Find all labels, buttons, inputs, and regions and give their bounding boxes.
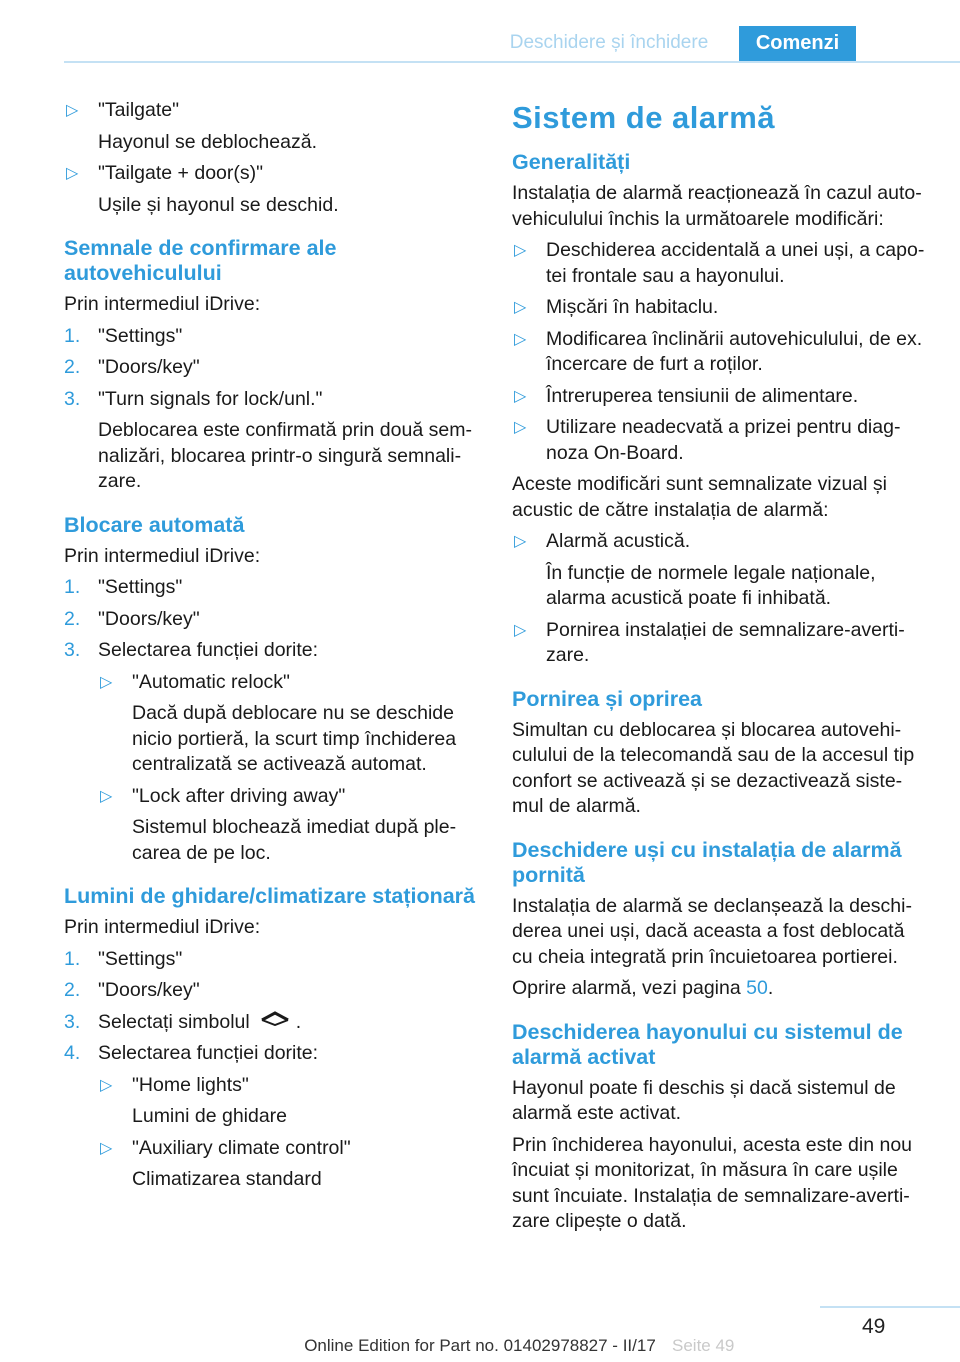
page-title: Sistem de alarmă [512, 100, 776, 135]
paragraph: Prin intermediul iDrive: [64, 916, 261, 938]
page-number: 49 [862, 1315, 886, 1338]
list-item: ▷ Alarmă acustică. [512, 529, 930, 555]
step-number: 2. [64, 979, 81, 1001]
list-item: ▷ "Automatic relock" [98, 670, 482, 696]
header-rule [64, 61, 960, 63]
step-number: 2. [64, 607, 81, 630]
left-column [64, 98, 482, 1199]
step-number: 3. [64, 1010, 81, 1033]
list-item: ▷ "Home lights" [98, 1073, 482, 1099]
item-description: Ușile și hayonul se deschid. [98, 193, 339, 216]
bullet-icon: ▷ [514, 621, 527, 639]
paragraph: Prin intermediul iDrive: [64, 544, 261, 567]
bullet-icon: ▷ [100, 1076, 113, 1094]
section-heading: Pornirea și oprirea [512, 686, 702, 711]
list-item: ▷ Utilizare neadecvată a prizei pentru diag‐noza On-Board. [514, 416, 901, 464]
paragraph: Oprire alarmă, vezi pagina 50. [512, 977, 774, 999]
list-item: 2. "Doors/key" [64, 355, 482, 381]
list-item: 4. Selectarea funcției dorite: [64, 1041, 482, 1067]
item-description: Deblocarea este confirmată prin două sem‐nalizări, blocarea printr‐o singură semnali‐zare. [98, 419, 472, 492]
bullet-icon: ▷ [514, 242, 527, 259]
list-item: ▷ Modificarea înclinării autovehiculului, de ex. încercare de furt a roților. [514, 327, 923, 375]
bullet-icon: ▷ [100, 1139, 113, 1157]
bullet-icon: ▷ [514, 330, 527, 348]
list-item: ▷ "Tailgate" [64, 98, 482, 124]
list-item: 1. "Settings" [64, 947, 482, 973]
item-description: Climatizarea standard [132, 1168, 322, 1190]
paragraph: Instalația de alarmă reacționează în cazul auto‐vehiculului închis la următoarele modificări: [512, 182, 922, 230]
item-description: Sistemul blochează imediat după ple‐carea de pe loc. [132, 816, 457, 864]
section-heading: Deschiderea hayonului cu sistemul de alarmă activat [512, 1019, 903, 1069]
step-number: 3. [64, 639, 81, 661]
bullet-icon: ▷ [66, 102, 79, 119]
list-item: 3. Selectarea funcției dorite: [64, 638, 482, 664]
step-number: 1. [64, 324, 81, 347]
list-item: 1. "Settings" [64, 575, 482, 601]
step-number: 1. [64, 947, 81, 970]
list-item: 3. "Turn signals for lock/unl." [64, 387, 482, 413]
footer-rule [820, 1306, 960, 1308]
step-number: 4. [64, 1042, 81, 1064]
section-heading: Blocare automată [64, 512, 245, 537]
list-item: 1. "Settings" [64, 324, 482, 350]
bullet-icon: ▷ [100, 673, 113, 691]
bullet-icon: ▷ [514, 387, 527, 405]
paragraph: Hayonul poate fi deschis și dacă sistemul de alarmă este activat. [512, 1076, 896, 1124]
paragraph: Prin intermediul iDrive: [64, 293, 261, 315]
bullet-icon: ▷ [100, 787, 113, 805]
list-item: 2. "Doors/key" [64, 978, 482, 1004]
item-description: În funcție de normele legale naționale, alarma acustică poate fi inhibată. [546, 561, 876, 609]
section-heading: Semnale de confirmare ale autovehiculului [64, 236, 337, 285]
item-description: Lumini de ghidare [132, 1105, 288, 1127]
chevron-symbol-icon [260, 1008, 290, 1034]
running-header-tab: Comenzi [739, 26, 856, 62]
list-item: ▷ "Tailgate + door(s)" [64, 161, 482, 187]
list-item: ▷ Pornirea instalației de semnalizare-averti‐zare. [514, 618, 905, 666]
section-heading: Deschidere uși cu instalația de alarmă pornită [512, 837, 902, 887]
paragraph: Simultan cu deblocarea și blocarea autovehi‐culului de la telecomandă sau de la accesul tip confort se activează și se dezactivează siste‐mul de alarmă. [512, 718, 915, 817]
right-column [512, 100, 930, 1241]
paragraph: Instalația de alarmă se declanșează la deschi‐derea unei uși, dacă aceasta a fost deblocată cu cheia integrată prin încuietoarea portierei. [512, 894, 912, 968]
list-item: 2. "Doors/key" [64, 607, 482, 633]
list-item: ▷ Întreruperea tensiunii de alimentare. [512, 384, 930, 410]
list-item: ▷ Deschiderea accidentală a unei uși, a capo‐tei frontale sau a hayonului. [514, 239, 925, 287]
list-item: ▷ "Lock after driving away" [98, 784, 482, 810]
footer-text: Online Edition for Part no. 01402978827 - II/17 Seite 49 [304, 1336, 735, 1355]
paragraph: Prin închiderea hayonului, acesta este din nou încuiat și monitorizat, în măsura în care ușile sunt încuiate. Instalația de semnalizare-averti‐zare clipește o dată. [512, 1133, 913, 1232]
step-number: 1. [64, 576, 81, 598]
running-header-section: Deschidere și închidere [509, 32, 709, 53]
step-number: 2. [64, 356, 81, 378]
step-number: 3. [64, 387, 81, 410]
list-item: ▷ "Auxiliary climate control" [98, 1136, 482, 1162]
bullet-icon: ▷ [514, 299, 527, 316]
list-item: 3. Selectați simbolul . [64, 1010, 482, 1036]
item-description: Hayonul se deblochează. [98, 130, 317, 153]
bullet-icon: ▷ [66, 165, 79, 182]
item-description: Dacă după deblocare nu se deschide nicio portieră, la scurt timp închiderea centralizată se activează automat. [132, 702, 457, 775]
bullet-icon: ▷ [514, 419, 527, 436]
list-item: ▷ Mișcări în habitaclu. [512, 295, 930, 321]
section-heading: Generalități [512, 150, 631, 174]
watermark: Seite 49 [672, 1336, 735, 1355]
page-reference-link[interactable]: 50 [746, 977, 768, 999]
section-heading: Lumini de ghidare/climatizare staționară [64, 884, 475, 908]
bullet-icon: ▷ [514, 533, 527, 550]
paragraph: Aceste modificări sunt semnalizate vizual și acustic de către instalația de alarmă: [512, 473, 887, 521]
